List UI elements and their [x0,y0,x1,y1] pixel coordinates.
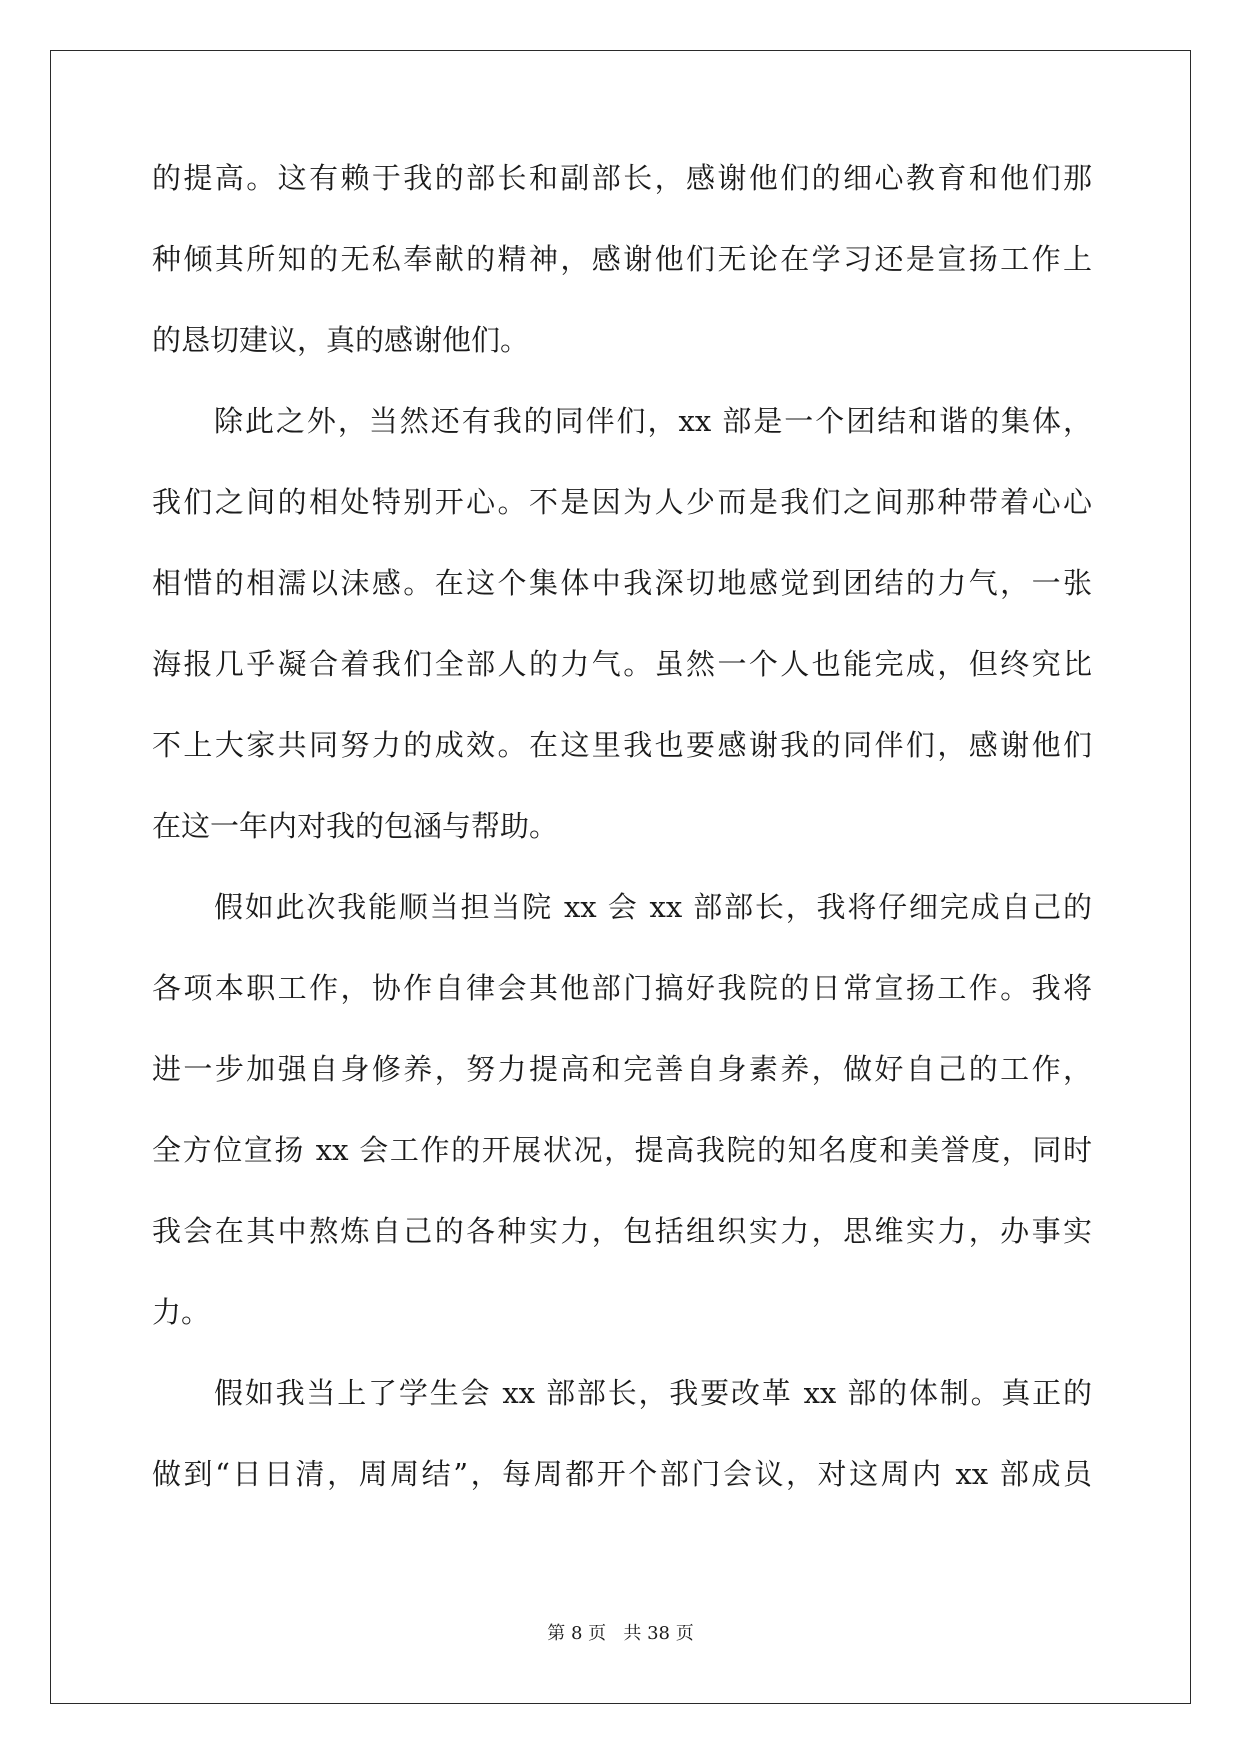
text-line: 我会在其中熬炼自己的各种实力，包括组织实力，思维实力，办事实 [152,1214,1092,1248]
text-line: 海报几乎凝合着我们全部人的力气。虽然一个人也能完成，但终究比 [152,647,1092,681]
text-line: 各项本职工作，协作自律会其他部门搞好我院的日常宣扬工作。我将 [152,971,1092,1005]
text-line: 的恳切建议，真的感谢他们。 [152,323,530,357]
text-line: 做到“日日清，周周结”，每周都开个部门会议，对这周内 xx 部成员 [152,1457,1092,1491]
text-line: 相惜的相濡以沫感。在这个集体中我深切地感觉到团结的力气，一张 [152,566,1092,600]
text-line: 进一步加强自身修养，努力提高和完善自身素养，做好自己的工作， [152,1052,1092,1086]
text-line: 不上大家共同努力的成效。在这里我也要感谢我的同伴们，感谢他们 [152,728,1092,762]
text-line: 假如我当上了学生会 xx 部部长，我要改革 xx 部的体制。真正的 [214,1376,1092,1410]
text-line: 在这一年内对我的包涵与帮助。 [152,809,559,843]
text-line: 的提高。这有赖于我的部长和副部长，感谢他们的细心教育和他们那 [152,161,1092,195]
text-line: 力。 [152,1295,211,1329]
text-line: 种倾其所知的无私奉献的精神，感谢他们无论在学习还是宣扬工作上 [152,242,1092,276]
body-text [152,163,1092,1540]
page-number-footer: 第 8 页 共 38 页 [547,1623,694,1644]
text-line: 全方位宣扬 xx 会工作的开展状况，提高我院的知名度和美誉度，同时 [152,1133,1092,1167]
text-line: 除此之外，当然还有我的同伴们，xx 部是一个团结和谐的集体， [214,404,1092,438]
text-line: 我们之间的相处特别开心。不是因为人少而是我们之间那种带着心心 [152,485,1092,519]
text-line: 假如此次我能顺当担当院 xx 会 xx 部部长，我将仔细完成自己的 [214,890,1092,924]
